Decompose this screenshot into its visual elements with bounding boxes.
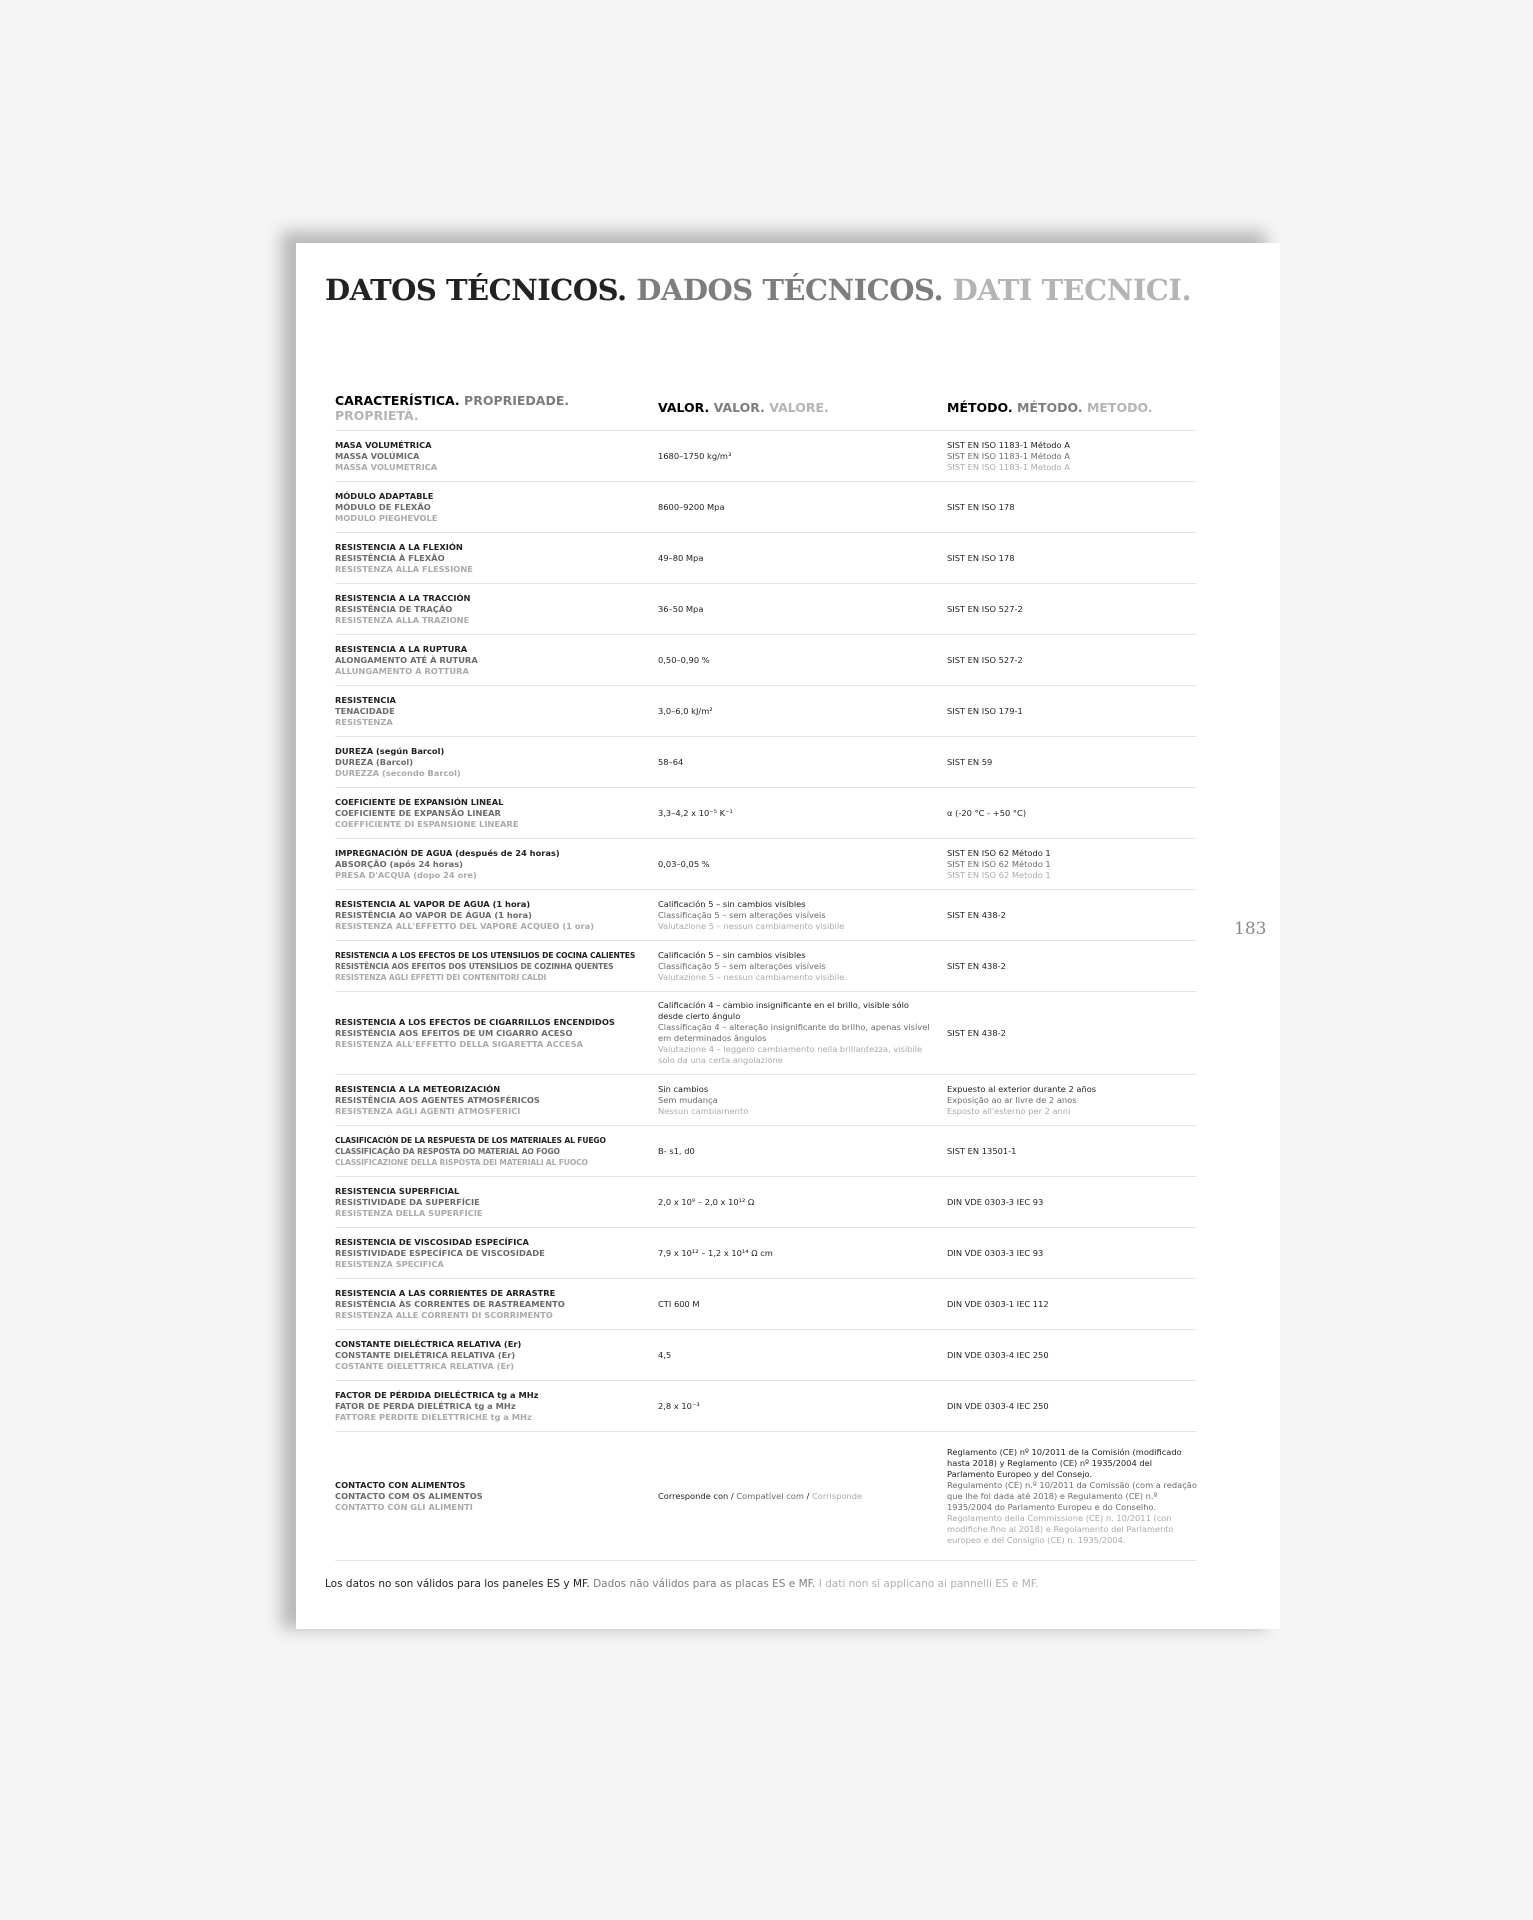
header-characteristic-pt: PROPRIEDADE. — [464, 392, 570, 408]
table-row — [335, 788, 1197, 839]
value-pt: Classificação 5 – sem alterações visíveis — [658, 960, 826, 971]
property-name-pt: DUREZA (Barcol) — [335, 756, 414, 767]
property-name — [335, 542, 658, 575]
property-value: 1680–1750 kg/m³ — [658, 450, 732, 461]
header-characteristic — [335, 393, 658, 423]
property-method: DIN VDE 0303-1 IEC 112 — [947, 1298, 1049, 1309]
property-name-es: MASA VOLUMÉTRICA — [335, 439, 432, 450]
header-method-es: MÉTODO. — [947, 400, 1013, 415]
property-name-es: RESISTENCIA A LOS EFECTOS DE CIGARRILLOS ENCENDIDOS — [335, 1016, 615, 1027]
property-name-it: CONTATTO CON GLI ALIMENTI — [335, 1501, 473, 1512]
value-pt: Compatível com — [736, 1490, 804, 1501]
property-method: SIST EN 438-2 — [947, 960, 1006, 971]
footnote-es: Los datos no son válidos para los paneles ES y MF. — [325, 1578, 590, 1590]
table-row — [335, 686, 1197, 737]
property-value: 58–64 — [658, 756, 684, 767]
property-name-pt: MÓDULO DE FLEXÃO — [335, 501, 431, 512]
table-row — [335, 1075, 1197, 1126]
value-it: Valutazione 4 – leggero cambiamento nella brillantezza, visibile solo da una certa angolazione — [658, 1044, 923, 1065]
property-name-es: CONTACTO CON ALIMENTOS — [335, 1479, 466, 1490]
property-method: SIST EN ISO 527-2 — [947, 654, 1023, 665]
property-name-pt: COEFICIENTE DE EXPANSÃO LINEAR — [335, 807, 501, 818]
property-name-it: FATTORE PERDITE DIELETTRICHE tg a MHz — [335, 1411, 532, 1422]
property-name — [335, 1186, 658, 1219]
value-separator: / — [803, 1490, 812, 1501]
method-pt: Regulamento (CE) n.º 10/2011 da Comissão (com a redação que lhe foi dada até 2018) e Regulamento (CE) n.º 1935/2004 do Parlamento Europeu e do Conselho. — [947, 1479, 1197, 1512]
property-name-es: RESISTENCIA — [335, 694, 396, 705]
property-name-es: COEFICIENTE DE EXPANSIÓN LINEAL — [335, 796, 504, 807]
value-it: Corrisponde — [812, 1490, 863, 1501]
property-value — [658, 899, 947, 932]
property-name-it: MODULO PIEGHEVOLE — [335, 512, 438, 523]
property-name-es: CONSTANTE DIELÉCTRICA RELATIVA (Er) — [335, 1338, 522, 1349]
property-name — [335, 1017, 658, 1050]
property-name-it: RESISTENZA ALLA FLESSIONE — [335, 563, 473, 574]
property-name-pt: RESISTÊNCIA AO VAPOR DE ÁGUA (1 hora) — [335, 909, 532, 920]
property-value: 3,3–4,2 x 10⁻⁵ K⁻¹ — [658, 807, 733, 818]
table-row — [335, 737, 1197, 788]
title-es: DATOS TÉCNICOS. — [325, 273, 627, 307]
page-number: 183 — [1234, 919, 1267, 939]
header-value-es: VALOR. — [658, 400, 710, 415]
property-name-it: RESISTENZA ALLE CORRENTI DI SCORRIMENTO — [335, 1309, 553, 1320]
property-name — [335, 1084, 658, 1117]
property-value — [658, 1000, 947, 1066]
property-name — [335, 1390, 658, 1423]
property-name — [335, 491, 658, 524]
table-row — [335, 1177, 1197, 1228]
table-row — [335, 635, 1197, 686]
property-name — [335, 1135, 658, 1168]
property-method: SIST EN 59 — [947, 756, 993, 767]
property-name-it: RESISTENZA AGLI AGENTI ATMOSFERICI — [335, 1105, 521, 1116]
property-name-it: RESISTENZA AGLI EFFETTI DEI CONTENITORI CALDI — [335, 972, 547, 982]
property-name-it: DUREZZA (secondo Barcol) — [335, 767, 461, 778]
value-es: Calificación 5 – sin cambios visibles — [658, 949, 806, 960]
property-value: 2,8 x 10⁻³ — [658, 1400, 700, 1411]
property-name-pt: RESISTIVIDADE DA SUPERFÍCIE — [335, 1196, 480, 1207]
value-it: Valutazione 5 – nessun cambiamento visibile — [658, 971, 845, 982]
table-row — [335, 1381, 1197, 1432]
table-row — [335, 1330, 1197, 1381]
method-it: Regolamento della Commissione (CE) n. 10/2011 (con modifiche fino al 2018) e Regolamento del Parlamento europeo e del Consiglio (CE) n. 1935/2004. — [947, 1512, 1174, 1545]
table-row — [335, 839, 1197, 890]
method-pt: Exposição ao ar livre de 2 anos — [947, 1094, 1077, 1105]
property-value: B- s1, d0 — [658, 1145, 695, 1156]
property-value: 3,0–6,0 kJ/m² — [658, 705, 713, 716]
table-row — [335, 482, 1197, 533]
header-value-it: VALORE. — [769, 400, 829, 415]
method-es: Expuesto al exterior durante 2 años — [947, 1083, 1097, 1094]
property-value — [658, 950, 947, 983]
value-pt: Classificação 5 – sem alterações visíveis — [658, 909, 826, 920]
property-name-es: RESISTENCIA A LA TRACCIÓN — [335, 592, 471, 603]
table-header — [335, 385, 1197, 431]
property-name-pt: RESISTÊNCIA DE TRAÇÃO — [335, 603, 453, 614]
property-name — [335, 848, 658, 881]
table-row — [335, 1126, 1197, 1177]
property-name-pt: RESISTÊNCIA AOS AGENTES ATMOSFÉRICOS — [335, 1094, 540, 1105]
value-es: Calificación 4 – cambio insignificante en el brillo, visible sólo desde cierto ángulo — [658, 1000, 909, 1021]
method-es: SIST EN ISO 1183-1 Método A — [947, 439, 1070, 450]
property-name-it: ALLUNGAMENTO A ROTTURA — [335, 665, 469, 676]
property-name-pt: RESISTÊNCIA AOS EFEITOS DE UM CIGARRO ACESO — [335, 1027, 573, 1038]
property-method: DIN VDE 0303-3 IEC 93 — [947, 1247, 1044, 1258]
property-name — [335, 899, 658, 932]
property-name-es: RESISTENCIA DE VISCOSIDAD ESPECÍFICA — [335, 1236, 529, 1247]
property-value: 49–80 Mpa — [658, 552, 704, 563]
property-value: 36–50 Mpa — [658, 603, 704, 614]
property-name — [335, 1339, 658, 1372]
footnote-pt: Dados não válidos para as placas ES e MF. — [593, 1578, 816, 1590]
title-it: DATI TECNICI. — [952, 273, 1192, 307]
property-method: SIST EN 13501-1 — [947, 1145, 1017, 1156]
method-pt: SIST EN ISO 62 Método 1 — [947, 858, 1051, 869]
footnote — [325, 1578, 1038, 1590]
header-method-it: METODO. — [1086, 400, 1153, 415]
property-name — [335, 440, 658, 473]
property-name-es: IMPREGNACIÓN DE AGUA (después de 24 horas) — [335, 847, 560, 858]
property-name-es: RESISTENCIA A LA FLEXIÓN — [335, 541, 463, 552]
footnote-it: I dati non si applicano ai pannelli ES e MF. — [818, 1578, 1039, 1590]
method-es: Reglamento (CE) nº 10/2011 de la Comisión (modificado hasta 2018) y Reglamento (CE) nº 1935/2004 del Parlamento Europeo y del Consejo. — [947, 1446, 1182, 1479]
method-es: SIST EN ISO 62 Método 1 — [947, 847, 1051, 858]
table-row — [335, 584, 1197, 635]
title-pt: DADOS TÉCNICOS. — [636, 273, 944, 307]
value-es: Calificación 5 – sin cambios visibles — [658, 898, 806, 909]
property-method: SIST EN ISO 527-2 — [947, 603, 1023, 614]
property-value: 0,03–0,05 % — [658, 858, 710, 869]
property-name-pt: FATOR DE PERDA DIELÉTRICA tg a MHz — [335, 1400, 516, 1411]
property-name-it: COSTANTE DIELETTRICA RELATIVA (Er) — [335, 1360, 515, 1371]
property-method — [947, 440, 1197, 473]
property-name-pt: CONTACTO COM OS ALIMENTOS — [335, 1490, 483, 1501]
property-name-pt: ALONGAMENTO ATÉ À RUTURA — [335, 654, 478, 665]
property-name — [335, 746, 658, 779]
header-value — [658, 400, 947, 415]
property-name — [335, 593, 658, 626]
value-it: Valutazione 5 – nessun cambiamento visibile — [658, 920, 845, 931]
table-row — [335, 533, 1197, 584]
value-it: Nessun cambiamento — [658, 1105, 749, 1116]
property-name-es: CLASIFICACIÓN DE LA RESPUESTA DE LOS MATERIALES AL FUEGO — [335, 1135, 606, 1145]
property-name-pt: TENACIDADE — [335, 705, 395, 716]
property-name-it: PRESA D'ACQUA (dopo 24 ore) — [335, 869, 477, 880]
property-name-pt: ABSORÇÃO (após 24 horas) — [335, 858, 463, 869]
property-value — [658, 1491, 947, 1502]
property-name-es: MÓDULO ADAPTABLE — [335, 490, 434, 501]
document-page — [296, 243, 1280, 1629]
table-row — [335, 941, 1197, 992]
value-pt: Sem mudança — [658, 1094, 718, 1105]
property-value: CTI 600 M — [658, 1298, 700, 1309]
property-name — [335, 644, 658, 677]
property-name-it: RESISTENZA SPECIFICA — [335, 1258, 444, 1269]
property-name-es: FACTOR DE PÉRDIDA DIELÉCTRICA tg a MHz — [335, 1389, 539, 1400]
property-name-it: RESISTENZA ALLA TRAZIONE — [335, 614, 470, 625]
header-value-pt: VALOR. — [713, 400, 765, 415]
property-name — [335, 1288, 658, 1321]
property-name-it: COEFFICIENTE DI ESPANSIONE LINEARE — [335, 818, 519, 829]
property-method: α (-20 °C - +50 °C) — [947, 807, 1027, 818]
property-method: SIST EN 438-2 — [947, 1027, 1006, 1038]
property-method: SIST EN ISO 178 — [947, 501, 1015, 512]
property-name-pt: RESISTIVIDADE ESPECÍFICA DE VISCOSIDADE — [335, 1247, 545, 1258]
property-name — [335, 1237, 658, 1270]
property-value: 4,5 — [658, 1349, 672, 1360]
property-method: DIN VDE 0303-4 IEC 250 — [947, 1349, 1049, 1360]
property-name-it: CLASSIFICAZIONE DELLA RISPOSTA DEI MATERIALI AL FUOCO — [335, 1157, 588, 1167]
header-method-pt: MÉTODO. — [1016, 400, 1083, 415]
property-name — [335, 1480, 658, 1513]
property-name-it: RESISTENZA DELLA SUPERFICIE — [335, 1207, 483, 1218]
property-value: 0,50–0,90 % — [658, 654, 710, 665]
property-method: DIN VDE 0303-4 IEC 250 — [947, 1400, 1049, 1411]
property-method: SIST EN ISO 179-1 — [947, 705, 1023, 716]
property-method — [947, 848, 1197, 881]
page-title — [325, 273, 1191, 307]
property-name-es: RESISTENCIA A LA METEORIZACIÓN — [335, 1083, 501, 1094]
value-separator: / — [728, 1490, 737, 1501]
method-pt: SIST EN ISO 1183-1 Método A — [947, 450, 1070, 461]
table-row — [335, 890, 1197, 941]
property-name — [335, 950, 658, 983]
property-name-pt: MASSA VOLÚMICA — [335, 450, 420, 461]
table-row — [335, 431, 1197, 482]
table-row — [335, 1279, 1197, 1330]
header-characteristic-it: PROPRIETÀ. — [335, 407, 419, 423]
value-pt: Classificação 4 – alteração insignificante do brilho, apenas visível em determinados ângulos — [658, 1022, 930, 1043]
property-name — [335, 797, 658, 830]
method-it: Esposto all'esterno per 2 anni — [947, 1105, 1071, 1116]
property-name-es: RESISTENCIA A LOS EFECTOS DE LOS UTENSILIOS DE COCINA CALIENTES — [335, 950, 636, 960]
value-es: Sin cambios — [658, 1083, 709, 1094]
table-row — [335, 1228, 1197, 1279]
table-row — [335, 1432, 1197, 1561]
header-method — [947, 400, 1197, 415]
property-name-es: DUREZA (según Barcol) — [335, 745, 445, 756]
tech-data-table — [335, 385, 1197, 1561]
header-characteristic-es: CARACTERÍSTICA. — [335, 392, 460, 408]
property-name-es: RESISTENCIA A LAS CORRIENTES DE ARRASTRE — [335, 1287, 556, 1298]
method-it: SIST EN ISO 1183-1 Metodo A — [947, 461, 1070, 472]
property-method: SIST EN 438-2 — [947, 909, 1006, 920]
property-method — [947, 1447, 1197, 1546]
property-name-it: RESISTENZA ALL'EFFETTO DELLA SIGARETTA ACCESA — [335, 1038, 583, 1049]
property-name-es: RESISTENCIA AL VAPOR DE AGUA (1 hora) — [335, 898, 531, 909]
property-name-pt: CLASSIFICAÇÃO DA RESPOSTA DO MATERIAL AO FOGO — [335, 1146, 560, 1156]
property-name-es: RESISTENCIA A LA RUPTURA — [335, 643, 468, 654]
method-it: SIST EN ISO 62 Metodo 1 — [947, 869, 1051, 880]
property-value: 7,9 x 10¹² – 1,2 x 10¹⁴ Ω cm — [658, 1247, 773, 1258]
property-name-pt: RESISTÊNCIA AOS EFEITOS DOS UTENSÍLIOS DE COZINHA QUENTES — [335, 961, 614, 971]
property-value: 8600–9200 Mpa — [658, 501, 725, 512]
property-value: 2,0 x 10⁹ – 2,0 x 10¹² Ω — [658, 1196, 755, 1207]
property-method — [947, 1084, 1197, 1117]
property-name-it: RESISTENZA ALL'EFFETTO DEL VAPORE ACQUEO (1 ora) — [335, 920, 594, 931]
property-name-it: RESISTENZA — [335, 716, 393, 727]
property-name-pt: CONSTANTE DIELÉTRICA RELATIVA (Er) — [335, 1349, 516, 1360]
property-name-pt: RESISTÊNCIA À FLEXÃO — [335, 552, 445, 563]
property-name-es: RESISTENCIA SUPERFICIAL — [335, 1185, 460, 1196]
table-row — [335, 992, 1197, 1075]
property-value — [658, 1084, 947, 1117]
property-method: DIN VDE 0303-3 IEC 93 — [947, 1196, 1044, 1207]
property-name-pt: RESISTÊNCIA ÀS CORRENTES DE RASTREAMENTO — [335, 1298, 565, 1309]
value-es: Corresponde con — [658, 1490, 729, 1501]
property-name — [335, 695, 658, 728]
property-name-it: MASSA VOLUMETRICA — [335, 461, 438, 472]
property-method: SIST EN ISO 178 — [947, 552, 1015, 563]
